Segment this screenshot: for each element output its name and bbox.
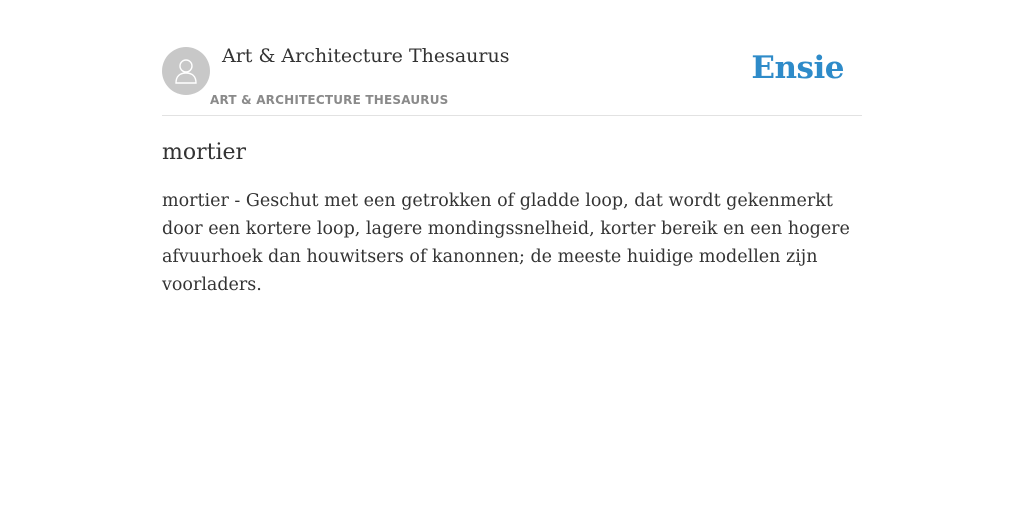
header bbox=[162, 47, 862, 116]
definition-text: mortier - Geschut met een getrokken of gladde loop, dat wordt gekenmerkt door een kortere loop, lagere mondingssnelheid, korter bereik en een hogere afvuurhoek dan houwitsers of kanonnen; de meeste huidige modellen zijn voorladers. bbox=[162, 191, 850, 295]
user-icon bbox=[171, 56, 201, 86]
avatar[interactable] bbox=[162, 47, 210, 95]
term-heading: mortier bbox=[162, 140, 247, 165]
page bbox=[162, 0, 862, 299]
ensie-logo[interactable]: Ensie bbox=[751, 50, 844, 86]
source-title[interactable]: Art & Architecture Thesaurus bbox=[222, 45, 510, 67]
source-subtitle: ART & ARCHITECTURE THESAURUS bbox=[210, 93, 449, 107]
